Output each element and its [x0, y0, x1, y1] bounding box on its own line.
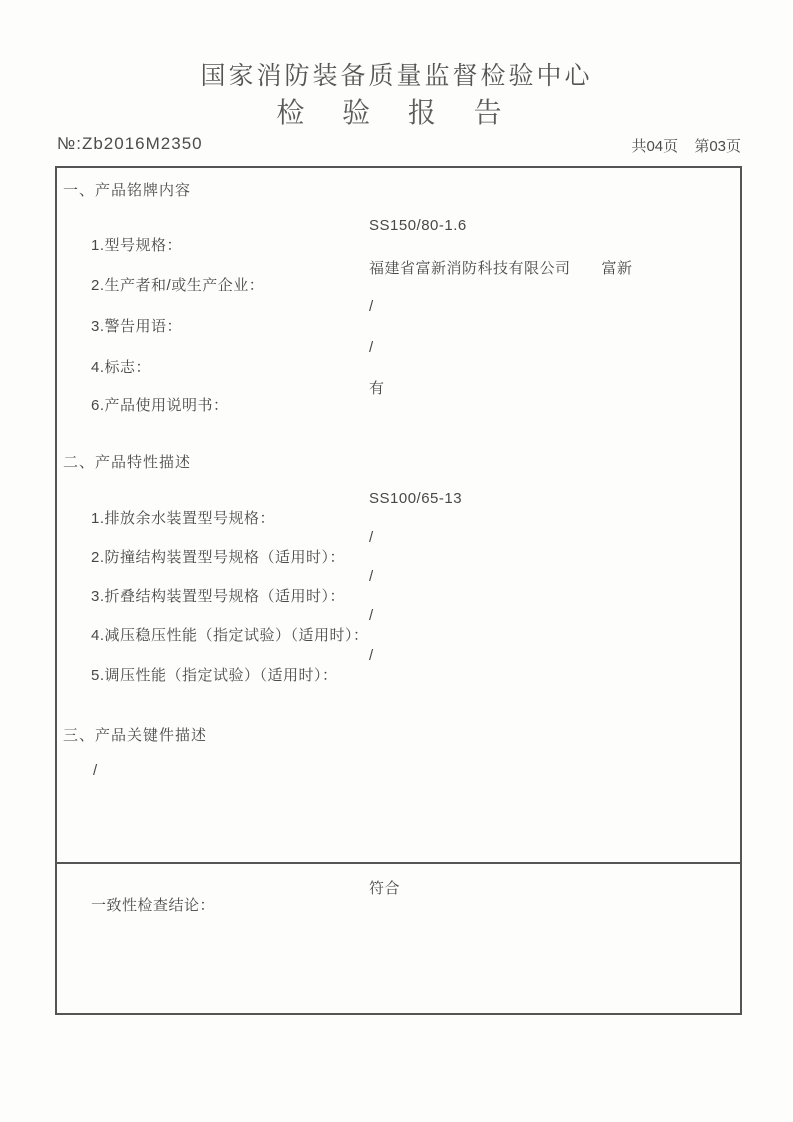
current-page: 第03页	[694, 138, 741, 155]
total-pages: 共04页	[631, 138, 679, 155]
table-row	[57, 377, 736, 449]
row-label: 1.排放余水装置型号规格：	[91, 510, 276, 527]
conclusion-divider	[55, 862, 742, 864]
section3-heading: 三、产品关键件描述	[63, 727, 208, 744]
row-value: 福建省富新消防科技有限公司 富新	[369, 260, 633, 277]
report-table	[55, 166, 742, 1015]
row-value: SS100/65-13	[369, 490, 463, 507]
row-label: 3.折叠结构装置型号规格（适用时）：	[91, 588, 346, 605]
row-value: 有	[369, 380, 385, 397]
row-label: 2.生产者和/或生产企业：	[91, 277, 265, 294]
report-title: 检 验 报 告	[276, 97, 517, 128]
row-label: 1.型号规格：	[91, 237, 183, 254]
section3-value: /	[93, 762, 98, 779]
row-label: 4.标志：	[91, 359, 152, 376]
section1-heading: 一、产品铭牌内容	[63, 182, 192, 199]
conclusion-value: 符合	[369, 880, 401, 897]
conclusion-label: 一致性检查结论：	[91, 897, 216, 914]
row-label: 5.调压性能（指定试验）（适用时）：	[91, 667, 338, 684]
page-info	[631, 135, 741, 156]
row-value: SS150/80-1.6	[369, 217, 467, 234]
row-value: /	[369, 607, 374, 624]
row-label: 4.减压稳压性能（指定试验）（适用时）：	[91, 627, 369, 644]
row-label: 3.警告用语：	[91, 318, 183, 335]
row-value: /	[369, 298, 374, 315]
row-label: 6.产品使用说明书：	[91, 397, 229, 414]
row-value: /	[369, 529, 374, 546]
section2-heading: 二、产品特性描述	[63, 454, 192, 471]
table-row	[57, 647, 736, 719]
row-value: /	[369, 647, 374, 664]
row-label: 2.防撞结构装置型号规格（适用时）：	[91, 549, 346, 566]
report-number: №:Zb2016M2350	[57, 134, 203, 153]
conclusion-row	[57, 877, 736, 949]
org-title: 国家消防装备质量监督检验中心	[200, 62, 593, 90]
row-value: /	[369, 568, 374, 585]
row-value: /	[369, 339, 374, 356]
